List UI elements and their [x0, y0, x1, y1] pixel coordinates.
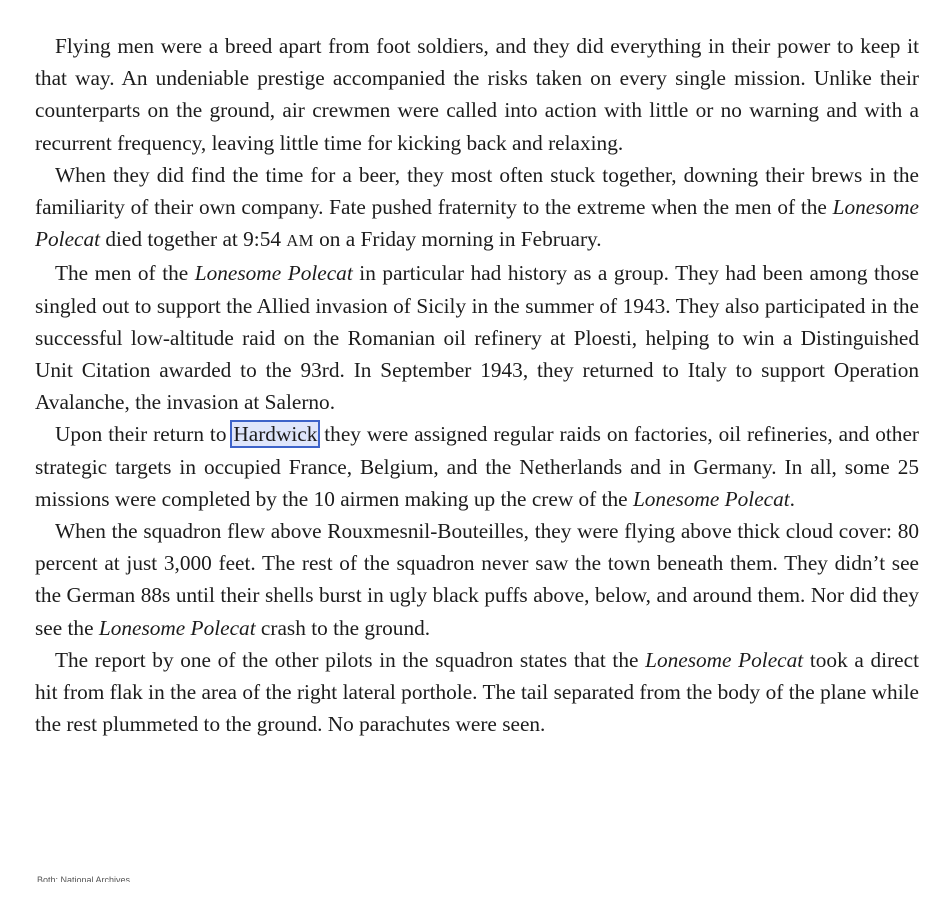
paragraph-text [35, 422, 919, 510]
text-run: When they did find the time for a beer, they most often stuck together, downing their brews in the familiarity of their own company. Fate pushed fraternity to the extreme when the men of the [35, 162, 919, 220]
italic-title: Lonesome Polecat [632, 486, 790, 511]
text-run: crash to the ground. [255, 615, 431, 640]
paragraph-3 [35, 257, 919, 418]
paragraph-4 [35, 418, 919, 515]
paragraph-1 [35, 30, 919, 159]
italic-title: Lonesome Polecat [98, 615, 256, 640]
text-run: The report by one of the other pilots in the squadron states that the [55, 647, 646, 672]
paragraph-text [35, 163, 919, 251]
text-run: When the squadron flew above Rouxmesnil-Bouteilles, they were flying above thick cloud cover: 80 percent at just 3,000 feet. The rest of the squadron never saw the town beneath them. They didn’t see the German 88s until their shells burst in ugly black puffs above, below, and around them. Nor did they see the [35, 519, 919, 640]
photo-credit-caption: Both: National Archives [37, 875, 131, 882]
paragraph-2 [35, 159, 919, 258]
paragraph-text [35, 519, 919, 640]
text-run: they were assigned regular raids on factories, oil refineries, and other strategic targets in occupied France, Belgium, and the Netherlands and in Germany. In all, some 25 missions were completed by the 10 airmen making up the crew of the [35, 422, 919, 511]
text-run: Flying men were a breed apart from foot soldiers, and they did everything in their power to keep it that way. An undeniable prestige accompanied the risks taken on every single mission. Unlike their counterparts on the ground, air crewmen were called into action with little or no warning and with a recurrent frequency, leaving little time for kicking back and relaxing. [35, 34, 919, 155]
small-caps-text: AM [286, 231, 314, 251]
paragraph-text [35, 34, 919, 155]
text-run: Upon their return to [55, 422, 233, 447]
text-run: took a direct hit from flak in the area of the right lateral porthole. The tail separated from the body of the plane while the rest plummeted to the ground. No parachutes were seen. [35, 647, 919, 737]
italic-title: Lonesome Polecat [194, 261, 353, 286]
paragraph-5 [35, 515, 919, 644]
highlighted-word[interactable]: Hardwick [233, 422, 318, 447]
text-run: . [789, 486, 795, 511]
paragraph-text [35, 648, 919, 736]
text-run: died together at 9:54 [100, 227, 287, 252]
italic-title: Lonesome Polecat [35, 195, 919, 252]
text-run: The men of the [55, 261, 195, 286]
paragraph-6 [35, 644, 919, 741]
paragraph-text [35, 261, 919, 414]
text-run: on a Friday morning in February. [313, 227, 602, 252]
text-run: in particular had history as a group. They had been among those singled out to support the Allied invasion of Sicily in the summer of 1943. They also participated in the successful low-altitude raid on the Romanian oil refinery at Ploesti, helping to win a Distinguished Unit Citation awarded to the 93rd. In September 1943, they returned to Italy to support Operation Avalanche, the invasion at Salerno. [35, 261, 919, 415]
italic-title: Lonesome Polecat [645, 647, 804, 672]
document-body [35, 30, 919, 740]
